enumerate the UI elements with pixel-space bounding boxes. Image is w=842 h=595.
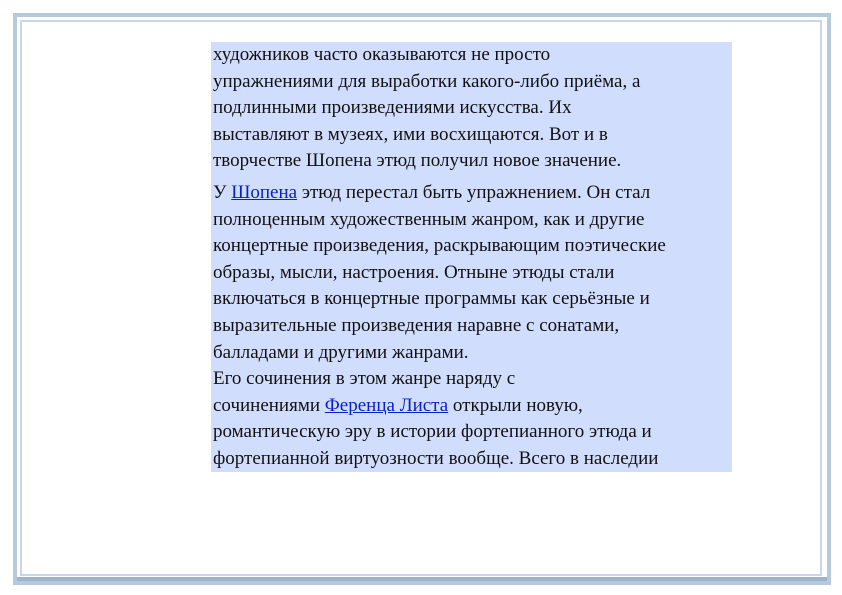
liszt-link[interactable]: Ференца Листа [324,394,449,416]
text-fragment: У [213,181,232,203]
paragraph-3 [213,366,732,472]
text-line: художников часто оказываются не просто [213,44,551,65]
text-box [211,42,732,472]
text-line: творчестве Шопена этюд получил новое значение. [213,150,622,172]
text-line: упражнениями для выработки какого-либо приёма, а [213,70,641,92]
text-line [213,393,732,420]
text-line: фортепианной виртуозности вообще. Всего в наследии [213,447,659,469]
paragraph-2 [213,180,732,366]
text-line: романтическую эру в истории фортепианного этюда и [213,421,652,443]
paragraph-1 [213,42,732,175]
text-line: Его сочинения в этом жанре наряду с [213,368,516,390]
text-fragment: открыли новую, [448,394,583,416]
text-line: концертные произведения, раскрывающим поэтические [213,235,666,257]
text-line: выставляют в музеях, ими восхищаются. Вот и в [213,123,608,145]
text-line: включаться в концертные программы как серьёзные и [213,288,650,310]
text-line: образы, мысли, настроения. Отныне этюды стали [213,261,615,283]
text-line: полноценным художественным жанром, как и другие [213,208,645,230]
text-line [213,180,732,207]
chopin-link[interactable]: Шопена [231,181,298,203]
text-fragment: сочинениями [213,394,325,416]
text-line: выразительные произведения наравне с сонатами, [213,314,620,336]
text-line: балладами и другими жанрами. [213,341,469,363]
text-fragment: этюд перестал быть упражнением. Он стал [297,181,651,203]
text-line: подлинными произведениями искусства. Их [213,97,572,119]
